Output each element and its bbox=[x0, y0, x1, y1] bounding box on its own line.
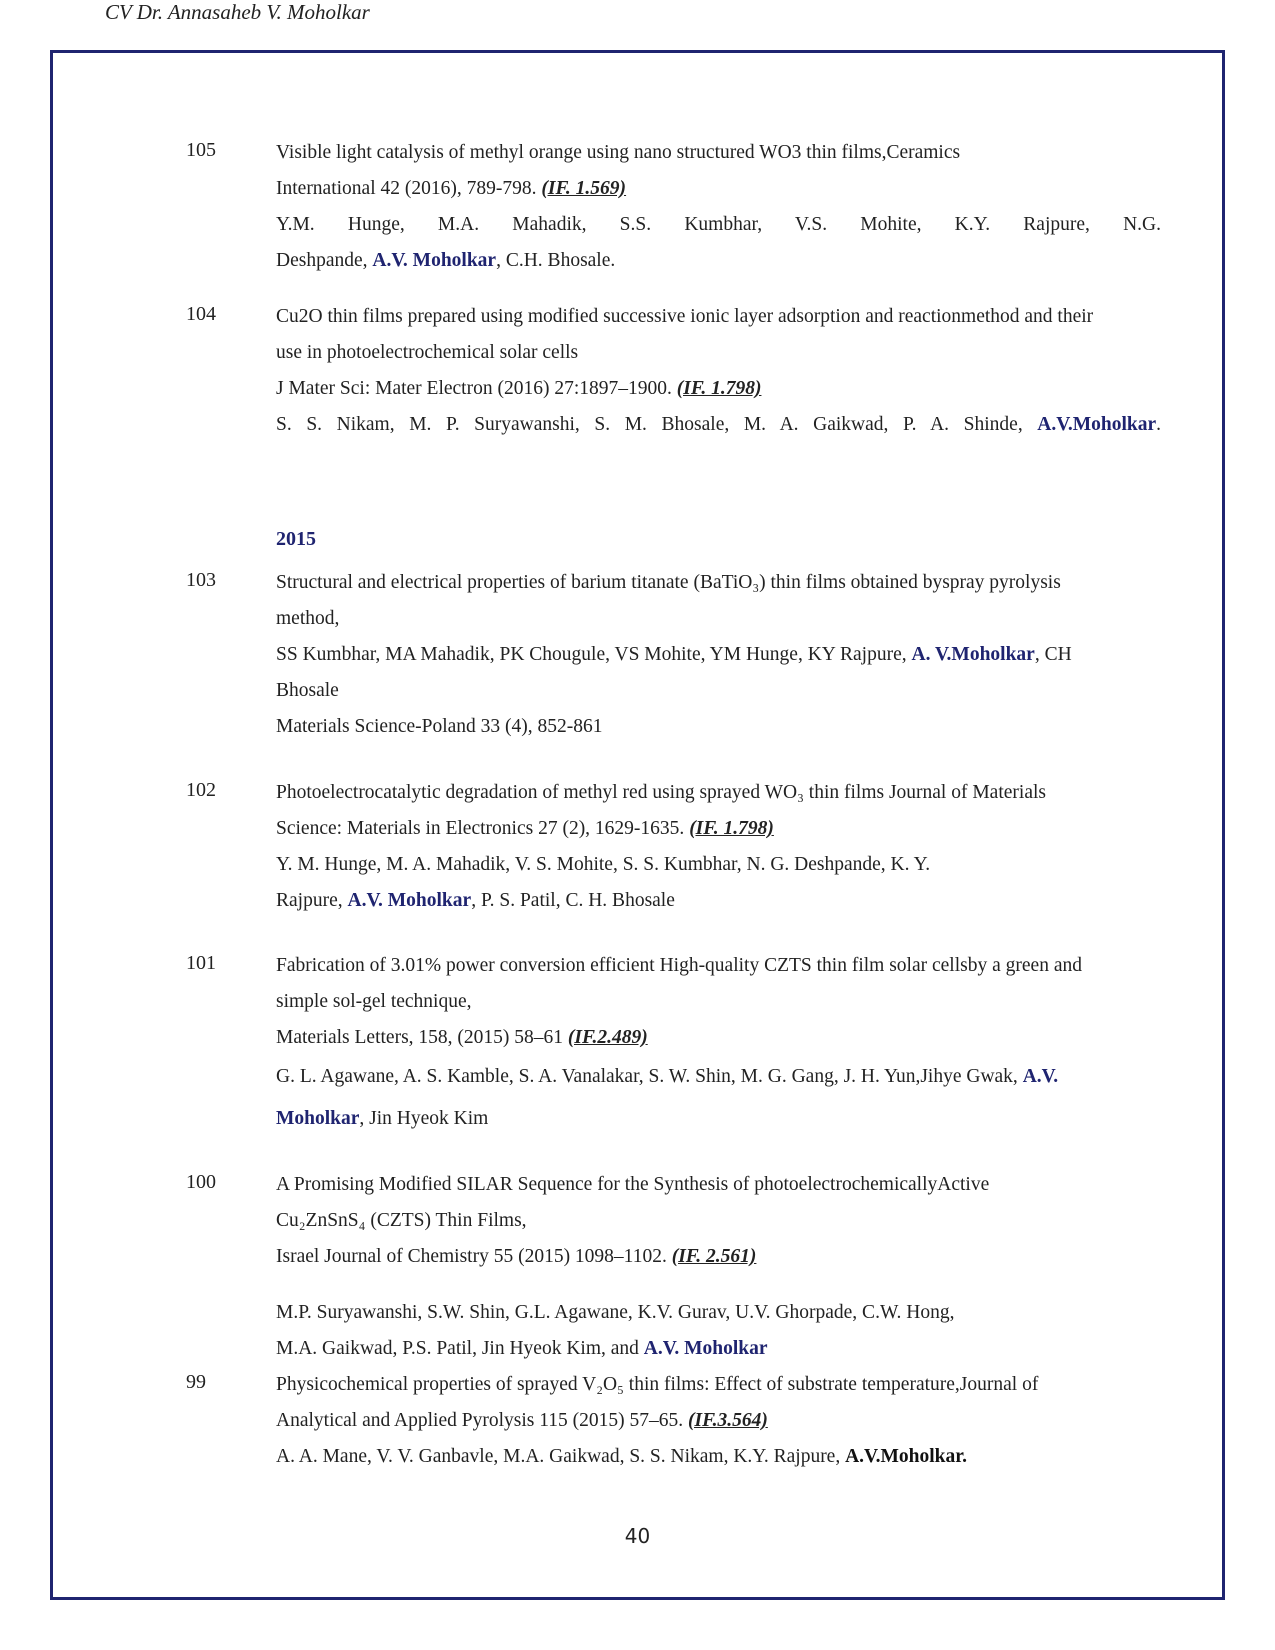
entry-title: Fabrication of 3.01% power conversion efficient High-quality CZTS thin film solar cellsby a green and bbox=[276, 955, 1082, 976]
entry-title-cont: use in photoelectrochemical solar cells bbox=[276, 342, 579, 363]
authors-text: , P. S. Patil, C. H. Bhosale bbox=[471, 890, 675, 911]
authors-text: Deshpande, bbox=[276, 250, 373, 271]
entry-body bbox=[276, 1367, 1161, 1475]
journal-text: Materials Letters, 158, (2015) 58–61 bbox=[276, 1027, 568, 1048]
entry-journal bbox=[276, 1403, 1161, 1439]
entry-number: 102 bbox=[186, 779, 216, 801]
highlighted-author: A.V. bbox=[1022, 1066, 1059, 1087]
journal-text: Analytical and Applied Pyrolysis 115 (2015) 57–65. bbox=[276, 1410, 688, 1431]
entry-title: Cu2O thin films prepared using modified successive ionic layer adsorption and reactionmethod and their bbox=[276, 306, 1094, 327]
entry-title-cont: method, bbox=[276, 608, 340, 629]
entry-number: 100 bbox=[186, 1171, 216, 1193]
spacer bbox=[276, 1275, 1161, 1295]
entry-authors: Y. M. Hunge, M. A. Mahadik, V. S. Mohite, S. S. Kumbhar, N. G. Deshpande, K. Y. bbox=[276, 854, 931, 875]
entry-title-cont: Cu₂ZnSnS₄ (CZTS) Thin Films, bbox=[276, 1210, 527, 1231]
entry-journal: Materials Science-Poland 33 (4), 852-861 bbox=[276, 716, 603, 737]
entry-number: 101 bbox=[186, 952, 216, 974]
page-number: 40 bbox=[624, 1524, 651, 1548]
authors-text: A. A. Mane, V. V. Ganbavle, M.A. Gaikwad, S. S. Nikam, K.Y. Rajpure, bbox=[276, 1446, 846, 1467]
authors-text: Rajpure, bbox=[276, 890, 348, 911]
impact-factor: (IF.2.489) bbox=[567, 1027, 648, 1048]
authors-text: G. L. Agawane, A. S. Kamble, S. A. Vanalakar, S. W. Shin, M. G. Gang, J. H. Yun,Jihye Gwak, bbox=[276, 1066, 1023, 1087]
entry-body bbox=[276, 565, 1161, 745]
impact-factor: (IF. 1.798) bbox=[689, 818, 774, 839]
highlighted-author: A.V.Moholkar. bbox=[845, 1446, 967, 1467]
journal-text: International 42 (2016), 789-798. bbox=[276, 178, 542, 199]
entry-title: Structural and electrical properties of barium titanate (BaTiO₃) thin films obtained byspray pyrolysis bbox=[276, 572, 1061, 593]
authors-text: S. S. Nikam, M. P. Suryawanshi, S. M. Bhosale, M. A. Gaikwad, P. A. Shinde, bbox=[276, 414, 1038, 435]
entry-number: 103 bbox=[186, 569, 216, 591]
authors-text: M.A. Gaikwad, P.S. Patil, Jin Hyeok Kim, and bbox=[276, 1338, 644, 1359]
entry-authors: Y.M. Hunge, M.A. Mahadik, S.S. Kumbhar, V.S. Mohite, K.Y. Rajpure, N.G. bbox=[276, 214, 1161, 235]
authors-text: , C.H. Bhosale. bbox=[496, 250, 616, 271]
entry-authors-cont bbox=[276, 883, 1161, 919]
authors-text: SS Kumbhar, MA Mahadik, PK Chougule, VS Mohite, YM Hunge, KY Rajpure, bbox=[276, 644, 912, 665]
entry-authors bbox=[276, 637, 1161, 673]
entry-body bbox=[276, 948, 1161, 1140]
authors-text: , Jin Hyeok Kim bbox=[359, 1108, 489, 1129]
entry-authors bbox=[276, 1056, 1161, 1098]
entry-authors: M.P. Suryawanshi, S.W. Shin, G.L. Agawane, K.V. Gurav, U.V. Ghorpade, C.W. Hong, bbox=[276, 1302, 955, 1323]
running-head: CV Dr. Annasaheb V. Moholkar bbox=[105, 0, 370, 24]
entry-journal bbox=[276, 171, 1161, 207]
entry-authors-cont: Bhosale bbox=[276, 680, 339, 701]
entry-number: 104 bbox=[186, 303, 216, 325]
entry-body bbox=[276, 135, 1161, 279]
entry-journal bbox=[276, 811, 1161, 847]
entry-authors-cont bbox=[276, 243, 1161, 279]
highlighted-author: A.V. Moholkar bbox=[643, 1338, 768, 1359]
entry-body bbox=[276, 1167, 1161, 1367]
entry-title: Photoelectrocatalytic degradation of methyl red using sprayed WO₃ thin films Journal of Materials bbox=[276, 782, 1046, 803]
entry-title-cont: simple sol-gel technique, bbox=[276, 991, 472, 1012]
impact-factor: (IF. 1.569) bbox=[541, 178, 627, 199]
authors-text: , CH bbox=[1034, 644, 1072, 665]
entry-authors-cont bbox=[276, 1331, 1161, 1367]
entry-title: Physicochemical properties of sprayed V₂O₅ thin films: Effect of substrate temperature,Journal of bbox=[276, 1374, 1039, 1395]
authors-text: . bbox=[1156, 414, 1161, 435]
journal-text: J Mater Sci: Mater Electron (2016) 27:1897–1900. bbox=[276, 378, 677, 399]
highlighted-author: A.V. Moholkar bbox=[372, 250, 497, 271]
entry-number: 99 bbox=[186, 1371, 206, 1393]
highlighted-author: A. V.Moholkar bbox=[911, 644, 1035, 665]
impact-factor: (IF. 1.798) bbox=[676, 378, 762, 399]
journal-text: Israel Journal of Chemistry 55 (2015) 1098–1102. bbox=[276, 1246, 672, 1267]
entry-journal bbox=[276, 371, 1161, 407]
entry-body bbox=[276, 299, 1161, 443]
entry-journal bbox=[276, 1239, 1161, 1275]
entry-title: Visible light catalysis of methyl orange using nano structured WO3 thin films,Ceramics bbox=[276, 142, 961, 163]
year-heading: 2015 bbox=[276, 528, 316, 550]
entry-number: 105 bbox=[186, 139, 216, 161]
impact-factor: (IF.3.564) bbox=[688, 1410, 768, 1431]
highlighted-author: Moholkar bbox=[276, 1108, 360, 1129]
entry-authors-cont bbox=[276, 1098, 1161, 1140]
highlighted-author: A.V.Moholkar bbox=[1037, 414, 1157, 435]
entry-body bbox=[276, 775, 1161, 919]
entry-journal bbox=[276, 1020, 1161, 1056]
journal-text: Science: Materials in Electronics 27 (2), 1629-1635. bbox=[276, 818, 690, 839]
impact-factor: (IF. 2.561) bbox=[671, 1246, 757, 1267]
highlighted-author: A.V. Moholkar bbox=[347, 890, 472, 911]
entry-authors bbox=[276, 1439, 1161, 1475]
entry-authors bbox=[276, 407, 1161, 443]
entry-title: A Promising Modified SILAR Sequence for the Synthesis of photoelectrochemicallyActive bbox=[276, 1174, 990, 1195]
